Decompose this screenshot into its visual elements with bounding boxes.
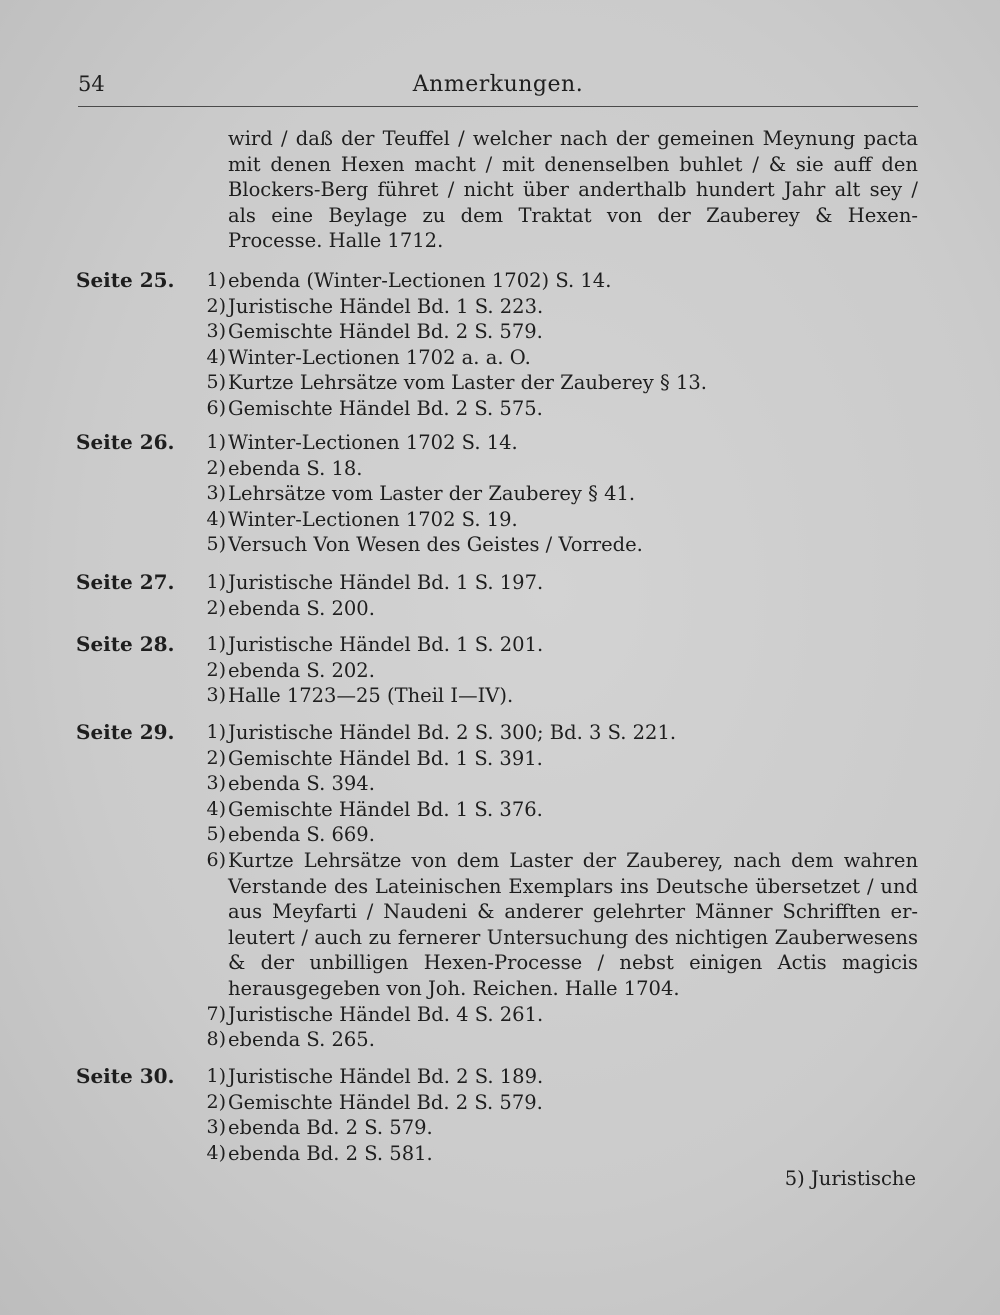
note-item [188,1115,918,1141]
note-item [188,1027,918,1053]
note-item [188,771,918,797]
note-list [188,720,918,1053]
note-item [188,481,918,507]
note-item [188,720,918,746]
note-number: 2) [206,294,226,317]
note-item [188,396,918,422]
note-number: 1) [206,1065,226,1087]
note-text: Winter-Lectionen 1702 a. a. O. [228,345,531,369]
note-number: 4) [206,1141,226,1164]
note-text: Juristische Händel Bd. 1 S. 197. [228,571,544,594]
note-text: ebenda S. 265. [228,1028,375,1052]
catchword: 5) Juristische [784,1167,916,1190]
note-number: 8) [206,1028,226,1051]
note-number: 3) [206,772,226,795]
section-label: Seite 25. [76,268,175,292]
note-number: 3) [206,320,226,343]
note-text: Gemischte Händel Bd. 2 S. 575. [228,396,543,420]
note-item [188,658,918,684]
note-number: 4) [206,797,226,820]
section-label: Seite 30. [76,1064,175,1088]
note-text: ebenda (Winter-Lectionen 1702) S. 14. [228,269,612,292]
intro-line: wird / daß der Teuffel / welcher nach der gemeinen Meynung pacta [228,127,918,150]
header-rule [78,106,918,107]
note-item [188,1090,918,1116]
note-item [188,294,918,320]
note-item [188,683,918,709]
note-number: 1) [206,721,226,743]
note-item [188,430,918,456]
note-text: Juristische Händel Bd. 1 S. 223. [228,294,544,318]
note-item [188,632,918,658]
note-text: Juristische Händel Bd. 4 S. 261. [228,1002,544,1026]
note-text-line: herausgegeben von Joh. Reichen. Halle 1704. [228,976,680,1000]
note-list [188,1064,918,1166]
note-number: 1) [206,571,226,593]
note-text: Winter-Lectionen 1702 S. 19. [228,507,518,531]
note-text-line: Verstande des Lateinischen Exemplars ins Deutsche übersetzet / und [228,874,918,898]
note-item [188,532,918,558]
note-number: 2) [206,456,226,479]
note-list [188,268,918,422]
note-text: Gemischte Händel Bd. 2 S. 579. [228,1090,543,1114]
note-item [188,1002,918,1028]
note-text: Juristische Händel Bd. 2 S. 300; Bd. 3 S. 221. [228,721,677,744]
section-label: Seite 28. [76,632,175,656]
note-list [188,570,918,621]
note-item [188,570,918,596]
note-number: 5) [206,823,226,846]
note-number: 5) [206,533,226,556]
note-text: Gemischte Händel Bd. 2 S. 579. [228,320,543,344]
page-number: 54 [78,72,105,96]
note-item [188,507,918,533]
running-head [78,72,918,106]
section-label: Seite 26. [76,430,175,454]
section-label: Seite 29. [76,720,175,744]
note-item [188,848,918,1002]
note-text: Winter-Lectionen 1702 S. 14. [228,431,518,454]
note-number: 7) [206,1002,226,1025]
note-item [188,797,918,823]
note-number: 4) [206,507,226,530]
note-item [188,1141,918,1167]
note-text: ebenda S. 394. [228,772,375,796]
note-number: 2) [206,746,226,769]
note-list [188,632,918,709]
note-number: 5) [206,371,226,394]
note-number: 1) [206,633,226,655]
note-text-line: leutert / auch zu fernerer Untersuchung des nichtigen Zauberwesens [228,925,918,949]
note-number: 1) [206,269,226,291]
note-text: ebenda S. 18. [228,456,363,480]
note-text: ebenda S. 200. [228,596,375,620]
note-text: Gemischte Händel Bd. 1 S. 391. [228,746,543,770]
note-text: ebenda S. 202. [228,658,375,682]
note-text-line: & der unbilligen Hexen-Processe / nebst einigen Actis magicis [228,951,918,975]
note-item [188,1064,918,1090]
note-item [188,822,918,848]
note-text: Versuch Von Wesen des Geistes / Vorrede. [228,533,643,557]
note-text: Kurtze Lehrsätze vom Laster der Zauberey § 13. [228,371,707,395]
note-text: Juristische Händel Bd. 2 S. 189. [228,1065,544,1088]
section-label: Seite 27. [76,570,175,594]
note-number: 2) [206,658,226,681]
note-number: 3) [206,1116,226,1139]
note-number: 1) [206,431,226,453]
intro-line: als eine Beylage zu dem Traktat von der Zauberey & Hexen- [228,203,918,227]
note-number: 6) [206,396,226,419]
note-item [188,746,918,772]
note-text-line: Kurtze Lehrsätze von dem Laster der Zauberey, nach dem wahren [228,848,918,872]
note-text: Halle 1723—25 (Theil I—IV). [228,684,514,708]
note-number: 6) [206,848,226,871]
note-number: 3) [206,482,226,505]
note-list [188,430,918,558]
note-item [188,596,918,622]
note-text: ebenda Bd. 2 S. 581. [228,1141,433,1165]
intro-line: mit denen Hexen macht / mit denenselben buhlet / & sie auff den [228,152,918,176]
note-text: ebenda S. 669. [228,823,375,847]
note-item [188,345,918,371]
note-number: 2) [206,596,226,619]
note-number: 4) [206,345,226,368]
note-item [188,370,918,396]
note-text: Lehrsätze vom Laster der Zauberey § 41. [228,482,636,506]
note-text-line: aus Meyfarti / Naudeni & anderer gelehrter Männer Schrifften er- [228,900,918,924]
note-number: 3) [206,684,226,707]
page-title: Anmerkungen. [412,72,584,97]
note-text: Gemischte Händel Bd. 1 S. 376. [228,797,543,821]
note-text: Juristische Händel Bd. 1 S. 201. [228,633,544,656]
intro-line: Blockers-Berg führet / nicht über anderthalb hundert Jahr alt sey / [228,178,918,202]
note-text: ebenda Bd. 2 S. 579. [228,1116,433,1140]
note-item [188,268,918,294]
note-item [188,319,918,345]
note-number: 2) [206,1090,226,1113]
intro-paragraph [228,126,918,254]
intro-line: Processe. Halle 1712. [228,229,444,253]
note-item [188,456,918,482]
